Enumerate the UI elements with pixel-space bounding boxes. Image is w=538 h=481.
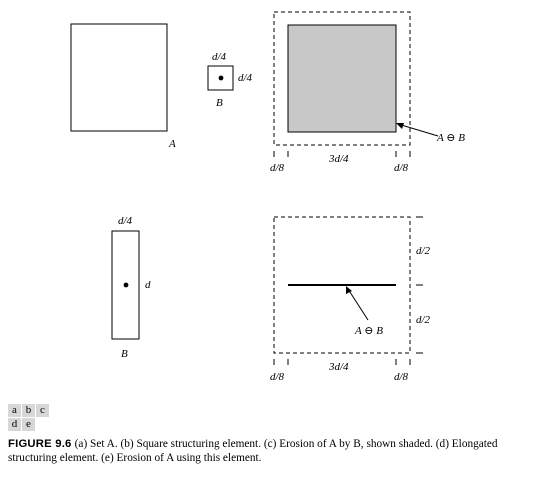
d-side-dimension: d [145, 279, 151, 291]
figure-caption [8, 437, 534, 465]
b-name-label: B [216, 97, 223, 109]
panel-key-e: e [22, 418, 35, 431]
panel-key-b: b [22, 404, 35, 417]
panel-key-c: c [36, 404, 49, 417]
panel-key [8, 404, 49, 431]
c-dim-middle: 3d/4 [329, 153, 349, 165]
e-dim-middle: 3d/4 [329, 361, 349, 373]
d-top-dimension: d/4 [118, 215, 133, 227]
set-a-square [71, 24, 167, 131]
c-result-arrowhead [396, 123, 404, 129]
caption-text: (a) Set A. (b) Square structuring element. (c) Erosion of A by B, shown shaded. (d) Elongated structuring element. (e) Erosion of A using this element. [8, 438, 498, 464]
b-side-dimension: d/4 [238, 72, 253, 84]
c-result-arrow [398, 124, 438, 136]
d-name-label: B [121, 348, 128, 360]
e-dim-right: d/8 [394, 371, 409, 383]
e-result-label: A ⊖ B [355, 325, 383, 337]
e-dim-left: d/8 [270, 371, 285, 383]
panel-key-a: a [8, 404, 21, 417]
e-result-arrow [348, 289, 368, 320]
c-dim-left: d/8 [270, 162, 285, 174]
panel-key-d: d [8, 418, 21, 431]
b-top-dimension: d/4 [212, 51, 227, 63]
e-result-arrowhead [346, 286, 352, 294]
set-a-label: A [169, 138, 176, 150]
c-eroded-region [288, 25, 396, 132]
c-dim-right: d/8 [394, 162, 409, 174]
e-side-ticks [416, 217, 423, 353]
e-dim-upper: d/2 [416, 245, 431, 257]
figure-number: FIGURE 9.6 [8, 438, 72, 450]
b-origin-dot [219, 76, 224, 81]
panel-key-blank [36, 418, 49, 431]
e-dim-lower: d/2 [416, 314, 431, 326]
d-origin-dot [124, 283, 129, 288]
c-result-label: A ⊖ B [437, 132, 465, 144]
